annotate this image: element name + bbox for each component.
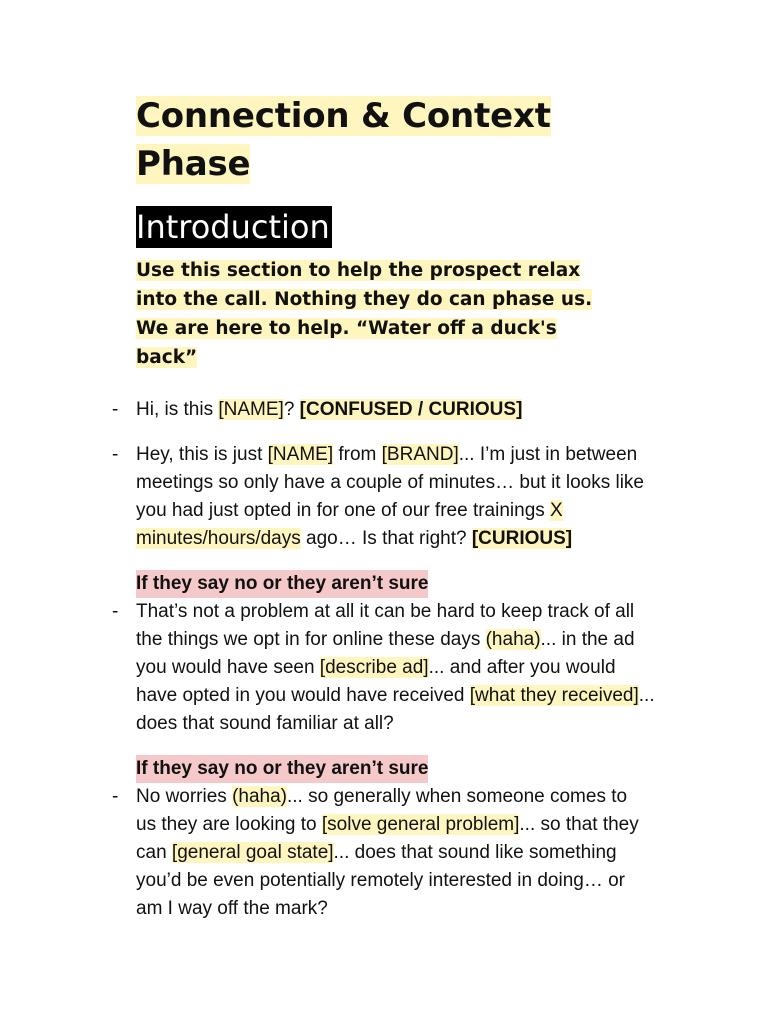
intro-note: [136, 256, 656, 372]
placeholder-haha: (haha): [232, 786, 287, 807]
item-text: ?: [283, 399, 300, 420]
emotion-cue: [CONFUSED / CURIOUS]: [299, 399, 523, 420]
intro-quote: “Water off a duck's: [355, 318, 557, 339]
placeholder-describe-ad: [describe ad]: [319, 657, 429, 678]
list-item: [112, 598, 696, 738]
item-text: ... I’m just in between: [458, 444, 638, 465]
item-text: the things we opt in for online these days: [136, 629, 486, 650]
bullet-dash: -: [112, 444, 119, 465]
item-text: ... does that sound like something: [333, 842, 617, 863]
list-item: [112, 441, 696, 553]
item-text: Hi, is this: [136, 399, 219, 420]
bullet-dash: -: [112, 601, 119, 622]
item-text: That’s not a problem at all it can be hard to keep track of all: [136, 601, 635, 622]
bullet-dash: -: [112, 786, 119, 807]
item-text: ... so generally when someone comes to: [287, 786, 628, 807]
placeholder-brand: [BRAND]: [381, 444, 459, 465]
item-text: am I way off the mark?: [136, 898, 328, 919]
item-text: ... in the ad: [540, 629, 635, 650]
item-text: meetings so only have a couple of minutes… but it looks like: [136, 472, 644, 493]
item-text: can: [136, 842, 172, 863]
condition-label: If they say no or they aren’t sure: [136, 755, 428, 783]
intro-line-3a: We are here to help.: [136, 318, 356, 339]
document-page: [112, 92, 696, 923]
placeholder-goal: [general goal state]: [171, 842, 334, 863]
item-text: No worries: [136, 786, 233, 807]
intro-line-1: Use this section to help the prospect relax: [136, 260, 581, 281]
script-list: [112, 396, 696, 923]
condition-label: If they say no or they aren’t sure: [136, 570, 428, 598]
item-text: from: [333, 444, 382, 465]
placeholder-received: [what they received]: [469, 685, 639, 706]
bullet-dash: -: [112, 399, 119, 420]
item-text: ... so that they: [519, 814, 639, 835]
item-text: you’d be even potentially remotely interested in doing… or: [136, 870, 626, 891]
intro-quote-end: back”: [136, 347, 198, 368]
item-text: ... and after you would: [428, 657, 616, 678]
item-text: you would have seen: [136, 657, 320, 678]
emotion-cue: [CURIOUS]: [471, 528, 573, 549]
item-text: ago… Is that right?: [300, 528, 472, 549]
item-text: ...: [638, 685, 655, 706]
placeholder-x: X: [550, 500, 563, 521]
title-line-1: Connection & Context: [136, 96, 551, 136]
item-text: us they are looking to: [136, 814, 322, 835]
page-title: [136, 92, 696, 188]
item-text: you had just opted in for one of our free trainings: [136, 500, 551, 521]
placeholder-problem: [solve general problem]: [321, 814, 520, 835]
item-text: Hey, this is just: [136, 444, 268, 465]
placeholder-name: [NAME]: [267, 444, 334, 465]
title-line-2: Phase: [136, 144, 251, 184]
intro-line-2: into the call. Nothing they do can phase us.: [136, 289, 593, 310]
placeholder-haha: (haha): [485, 629, 541, 650]
item-text: have opted in you would have received: [136, 685, 470, 706]
placeholder-name: [NAME]: [218, 399, 284, 420]
list-item: [112, 396, 696, 424]
list-item: [112, 783, 696, 923]
item-text: does that sound familiar at all?: [136, 713, 394, 734]
section-heading-introduction: Introduction: [136, 208, 330, 246]
placeholder-time-unit: minutes/hours/days: [136, 528, 301, 549]
